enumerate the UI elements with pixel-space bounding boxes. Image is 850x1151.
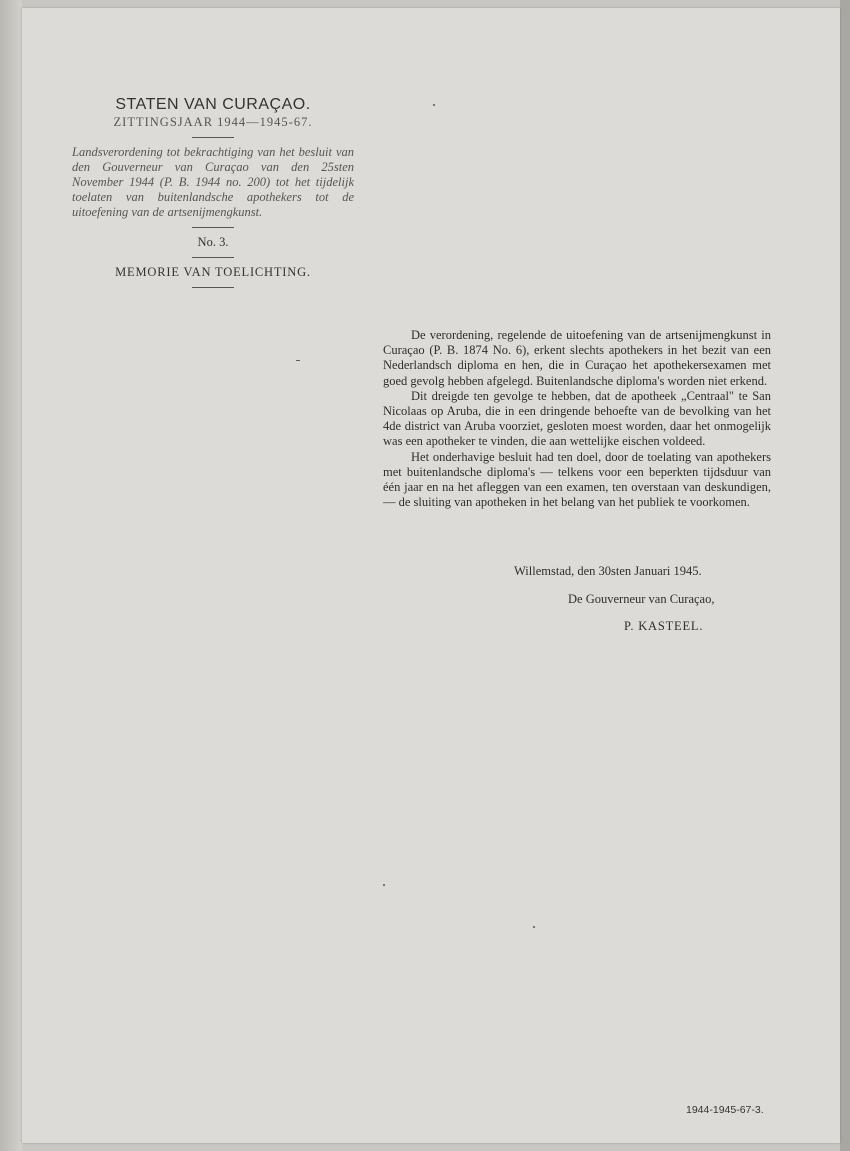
paper-speck <box>383 884 385 886</box>
ordinance-subject: Landsverordening tot bekrachtiging van het besluit van den Gouverneur van Curaçao van den 25sten November 1944 (P. B. 1944 no. 200) tot het tijdelijk toelaten van buitenlandsche apothekers tot de uitoefening van de artsenijmengkunst. <box>72 145 354 219</box>
session-year: ZITTINGSJAAR 1944—1945-67. <box>113 115 313 129</box>
divider <box>192 257 234 258</box>
place-and-date: Willemstad, den 30sten Januari 1945. <box>514 564 702 578</box>
explanatory-memorandum-body <box>383 328 771 510</box>
paragraph: Het onderhavige besluit had ten doel, door de toelating van apothekers met buitenlandsche diploma's — telkens voor een beperkten tijdsduur van één jaar en na het afleggen van een examen, ten overstaan van deskundigen, — de sluiting van apotheken in het belang van het publiek te voorkomen. <box>383 449 771 510</box>
divider <box>192 227 234 228</box>
paper-speck <box>533 926 535 928</box>
document-header <box>68 96 358 295</box>
scan-right-edge <box>840 0 850 1151</box>
page-title: STATEN VAN CURAÇAO. <box>115 96 311 113</box>
divider <box>192 137 234 138</box>
paragraph: De verordening, regelende de uitoefening van de artsenijmengkunst in Curaçao (P. B. 1874 No. 6), erkent slechts apothekers in het bezit van een Nederlandsch diploma en hen, die in Curaçao het apothekersexamen met goed gevolg hebben afgelegd. Buitenlandsche diploma's worden niet erkend. <box>383 328 771 388</box>
signatory-name: P. KASTEEL. <box>624 619 704 633</box>
section-heading: MEMORIE VAN TOELICHTING. <box>115 265 311 279</box>
scan-left-edge <box>0 0 22 1151</box>
document-code: 1944-1945-67-3. <box>686 1104 764 1116</box>
paper-speck <box>296 360 300 361</box>
divider <box>192 287 234 288</box>
paragraph: Dit dreigde ten gevolge te hebben, dat de apotheek „Centraal" te San Nicolaas op Aruba, die in een dringende behoefte van de bevolking van het 4de district van Aruba voorziet, gesloten moest worden, daar het onmogelijk was een apotheker te vinden, die aan wettelijke eischen voldeed. <box>383 388 771 449</box>
signatory-title: De Gouverneur van Curaçao, <box>568 592 715 606</box>
paper-speck <box>433 104 435 106</box>
document-number: No. 3. <box>197 235 229 249</box>
